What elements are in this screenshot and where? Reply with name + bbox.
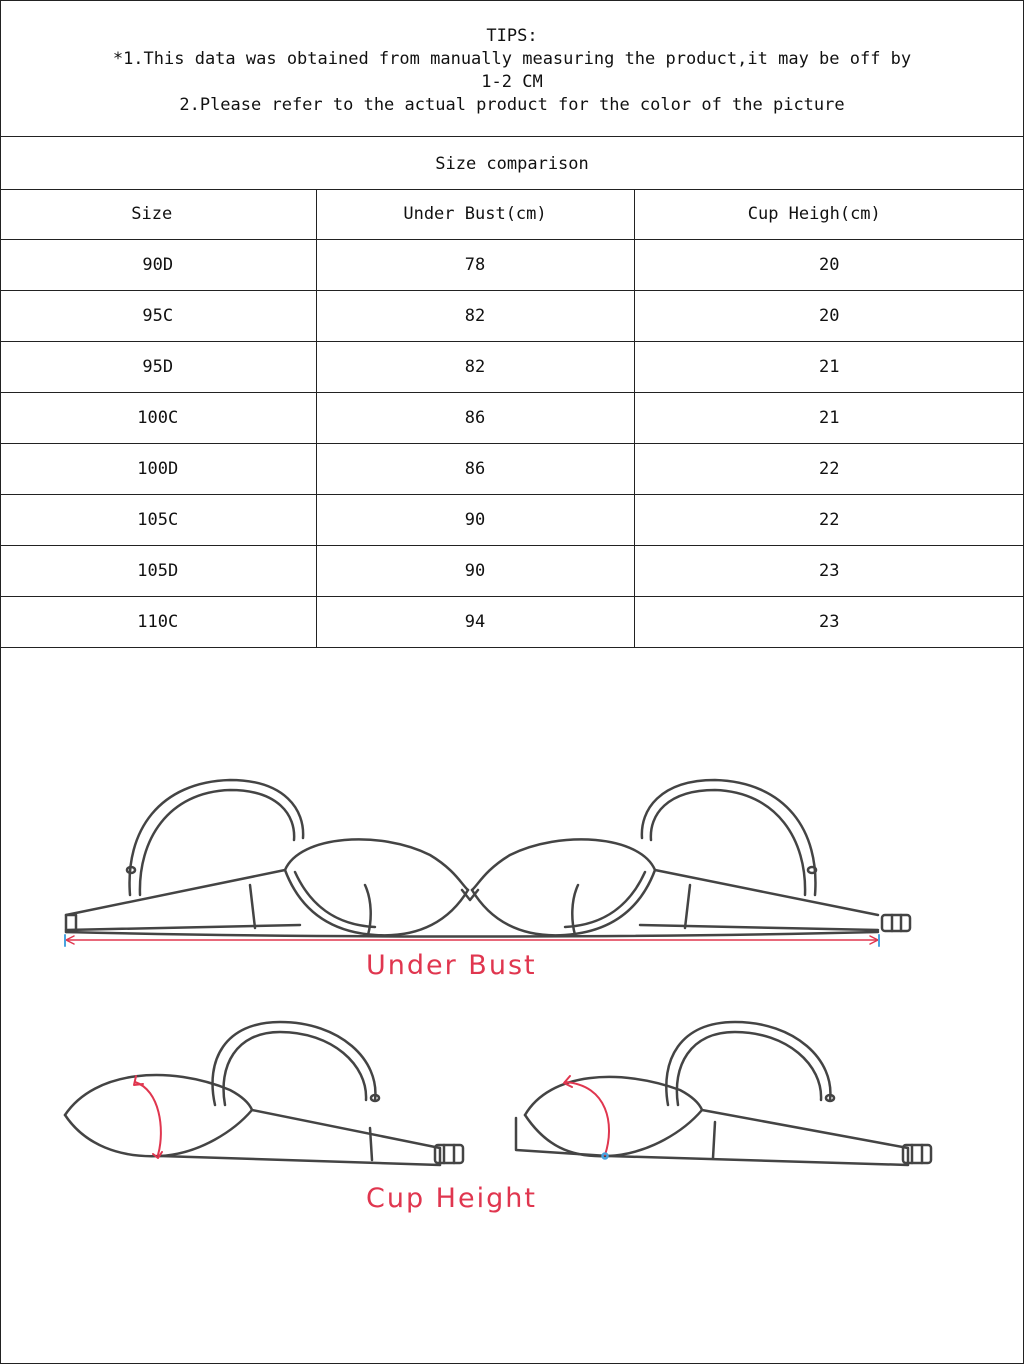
tips-line-2: 1-2 CM	[481, 72, 543, 92]
cell-size: 90D	[0, 240, 316, 291]
table-row	[0, 240, 1024, 291]
table-row	[0, 291, 1024, 342]
cell-size: 100C	[0, 393, 316, 444]
measurement-diagram	[0, 650, 1024, 1362]
bra-side-illustration-left	[40, 1010, 520, 1190]
cell-cup-height: 20	[634, 240, 1024, 291]
cell-under-bust: 86	[316, 444, 634, 495]
cell-under-bust: 86	[316, 393, 634, 444]
size-comparison-title: Size comparison	[0, 138, 1024, 190]
cell-cup-height: 20	[634, 291, 1024, 342]
cell-cup-height: 22	[634, 495, 1024, 546]
cell-under-bust: 82	[316, 291, 634, 342]
size-table	[0, 189, 1024, 648]
cell-under-bust: 94	[316, 597, 634, 648]
tips-section	[0, 0, 1024, 137]
tips-heading: TIPS:	[486, 26, 538, 46]
cell-cup-height: 22	[634, 444, 1024, 495]
table-row	[0, 342, 1024, 393]
tips-line-1: *1.This data was obtained from manually measuring the product,it may be off by	[112, 49, 912, 69]
cell-size: 100D	[0, 444, 316, 495]
cell-cup-height: 23	[634, 546, 1024, 597]
table-header-row	[0, 189, 1024, 240]
cup-height-label: Cup Height	[366, 1183, 537, 1214]
header-size: Size	[0, 189, 316, 240]
table-row	[0, 597, 1024, 648]
cell-cup-height: 21	[634, 342, 1024, 393]
cell-size: 95D	[0, 342, 316, 393]
table-row	[0, 546, 1024, 597]
cell-cup-height: 23	[634, 597, 1024, 648]
cell-under-bust: 90	[316, 546, 634, 597]
table-row	[0, 495, 1024, 546]
under-bust-label: Under Bust	[366, 950, 537, 981]
bra-side-illustration-right	[500, 1010, 980, 1190]
cell-size: 105D	[0, 546, 316, 597]
cell-size: 110C	[0, 597, 316, 648]
cell-under-bust: 90	[316, 495, 634, 546]
cell-size: 95C	[0, 291, 316, 342]
table-row	[0, 444, 1024, 495]
cell-under-bust: 82	[316, 342, 634, 393]
header-under-bust: Under Bust(cm)	[316, 189, 634, 240]
header-cup-height: Cup Heigh(cm)	[634, 189, 1024, 240]
cell-cup-height: 21	[634, 393, 1024, 444]
table-row	[0, 393, 1024, 444]
tips-line-3: 2.Please refer to the actual product for the color of the picture	[179, 95, 845, 115]
cell-under-bust: 78	[316, 240, 634, 291]
cell-size: 105C	[0, 495, 316, 546]
